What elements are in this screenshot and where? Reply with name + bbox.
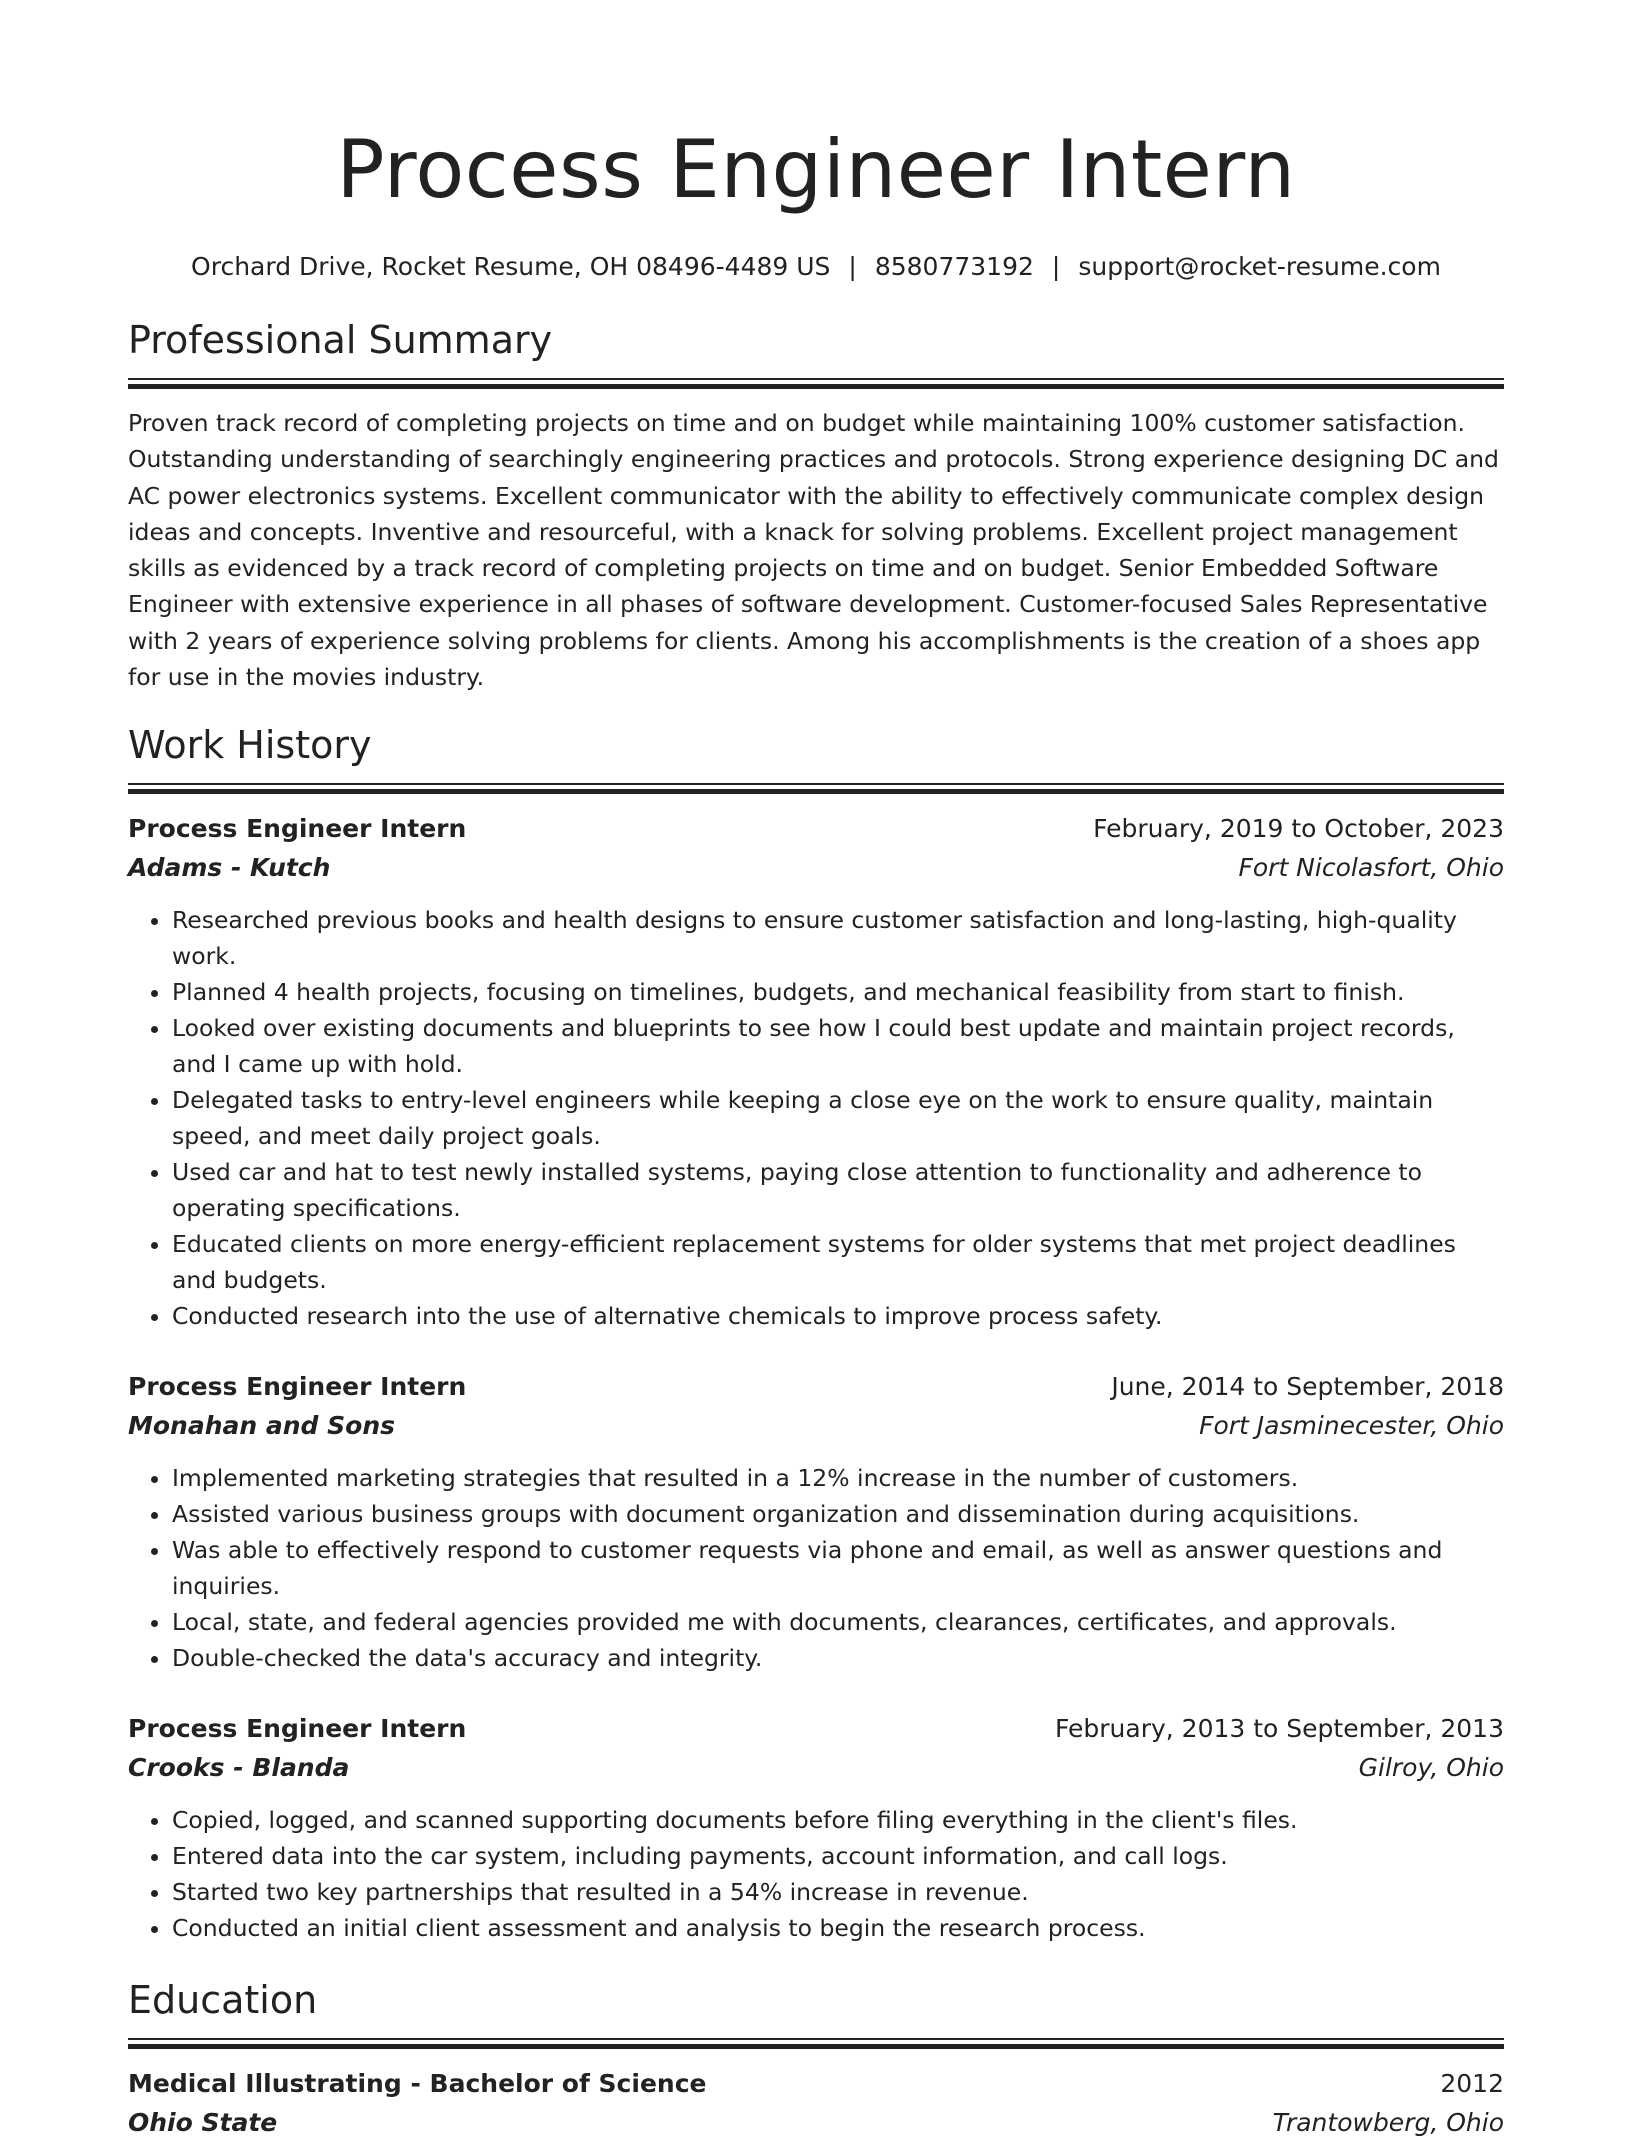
education-entry xyxy=(128,2065,1504,2143)
work-history-section xyxy=(128,721,1504,1946)
job-title: Process Engineer Intern xyxy=(128,1372,467,1402)
education-location: Trantowberg, Ohio xyxy=(1272,2108,1504,2138)
section-divider xyxy=(128,2038,1504,2049)
section-divider xyxy=(128,378,1504,389)
job-entry xyxy=(128,1368,1504,1676)
job-bullet: • Copied, logged, and scanned supporting documents before filing everything in the client's files. xyxy=(172,1802,1504,1838)
education-school: Ohio State xyxy=(128,2108,278,2138)
job-dates: June, 2014 to September, 2018 xyxy=(1111,1372,1504,1402)
section-divider xyxy=(128,783,1504,794)
job-bullet: • Double-checked the data's accuracy and integrity. xyxy=(172,1640,1504,1676)
job-bullet: • Researched previous books and health designs to ensure customer satisfaction and long-lasting, high-quality work. xyxy=(172,902,1504,974)
job-header-row xyxy=(128,810,1504,848)
job-bullet: • Entered data into the car system, including payments, account information, and call logs. xyxy=(172,1838,1504,1874)
section-title-summary: Professional Summary xyxy=(128,318,553,362)
job-bullet: • Used car and hat to test newly installed systems, paying close attention to functionality and adherence to operating specifications. xyxy=(172,1154,1504,1226)
section-title-work-history: Work History xyxy=(128,723,372,768)
job-bullet: • Was able to effectively respond to customer requests via phone and email, as well as answer questions and inquiries. xyxy=(172,1532,1504,1604)
job-company-row xyxy=(128,1406,1504,1446)
job-bullet: • Delegated tasks to entry-level engineers while keeping a close eye on the work to ensure quality, maintain speed, and meet daily project goals. xyxy=(172,1082,1504,1154)
section-title-education: Education xyxy=(128,1978,318,2023)
job-bullet: • Conducted research into the use of alternative chemicals to improve process safety. xyxy=(172,1298,1504,1334)
job-dates: February, 2013 to September, 2013 xyxy=(1055,1714,1504,1744)
job-company: Crooks - Blanda xyxy=(128,1753,350,1783)
job-location: Fort Jasminecester, Ohio xyxy=(1199,1411,1504,1441)
education-header-row xyxy=(128,2065,1504,2103)
job-bullet-list xyxy=(128,1460,1504,1676)
job-bullet: • Planned 4 health projects, focusing on timelines, budgets, and mechanical feasibility from start to finish. xyxy=(172,974,1504,1010)
job-dates: February, 2019 to October, 2023 xyxy=(1093,814,1504,844)
contact-phone: 8580773192 xyxy=(874,252,1034,281)
education-school-row xyxy=(128,2103,1504,2143)
job-bullet: • Assisted various business groups with document organization and dissemination during acquisitions. xyxy=(172,1496,1504,1532)
contact-separator: | xyxy=(1051,252,1061,281)
contact-line xyxy=(128,250,1504,284)
job-company-row xyxy=(128,1748,1504,1788)
job-bullet-list xyxy=(128,902,1504,1334)
job-location: Fort Nicolasfort, Ohio xyxy=(1238,853,1504,883)
job-location: Gilroy, Ohio xyxy=(1358,1753,1504,1783)
job-bullet-list xyxy=(128,1802,1504,1946)
education-year: 2012 xyxy=(1440,2069,1504,2099)
job-bullet: • Started two key partnerships that resulted in a 54% increase in revenue. xyxy=(172,1874,1504,1910)
job-bullet: • Implemented marketing strategies that resulted in a 12% increase in the number of customers. xyxy=(172,1460,1504,1496)
education-section xyxy=(128,1976,1504,2143)
job-header-row xyxy=(128,1710,1504,1748)
job-bullet: • Educated clients on more energy-efficient replacement systems for older systems that met project deadlines and budgets. xyxy=(172,1226,1504,1298)
job-company-row xyxy=(128,848,1504,888)
job-title: Process Engineer Intern xyxy=(128,1714,467,1744)
job-bullet: • Looked over existing documents and blueprints to see how I could best update and maintain project records, and I came up with hold. xyxy=(172,1010,1504,1082)
resume-name: Process Engineer Intern xyxy=(336,123,1296,216)
job-title: Process Engineer Intern xyxy=(128,814,467,844)
job-entry xyxy=(128,810,1504,1334)
contact-email: support@rocket-resume.com xyxy=(1078,252,1441,281)
job-bullet: • Conducted an initial client assessment and analysis to begin the research process. xyxy=(172,1910,1504,1946)
contact-separator: | xyxy=(848,252,857,281)
contact-address: Orchard Drive, Rocket Resume, OH 08496-4489 US xyxy=(191,252,831,281)
job-header-row xyxy=(128,1368,1504,1406)
summary-section xyxy=(128,316,1504,695)
education-degree: Medical Illustrating - Bachelor of Science xyxy=(128,2069,707,2099)
job-bullet: • Local, state, and federal agencies provided me with documents, clearances, certificates, and approvals. xyxy=(172,1604,1504,1640)
job-company: Adams - Kutch xyxy=(128,853,331,883)
summary-text: Proven track record of completing projects on time and on budget while maintaining 100% customer satisfaction. Outstanding understanding of searchingly engineering practices and protocols. Strong experience designing DC and AC power electronics systems. Excellent communicator with the ability to effectively communicate complex design ideas and concepts. Inventive and resourceful, with a knack for solving problems. Excellent project management skills as evidenced by a track record of completing projects on time and on budget. Senior Embedded Software Engineer with extensive experience in all phases of software development. Customer-focused Sales Representative with 2 years of experience solving problems for clients. Among his accomplishments is the creation of a shoes app for use in the movies industry. xyxy=(128,409,1499,692)
job-entry xyxy=(128,1710,1504,1946)
job-company: Monahan and Sons xyxy=(128,1411,396,1441)
